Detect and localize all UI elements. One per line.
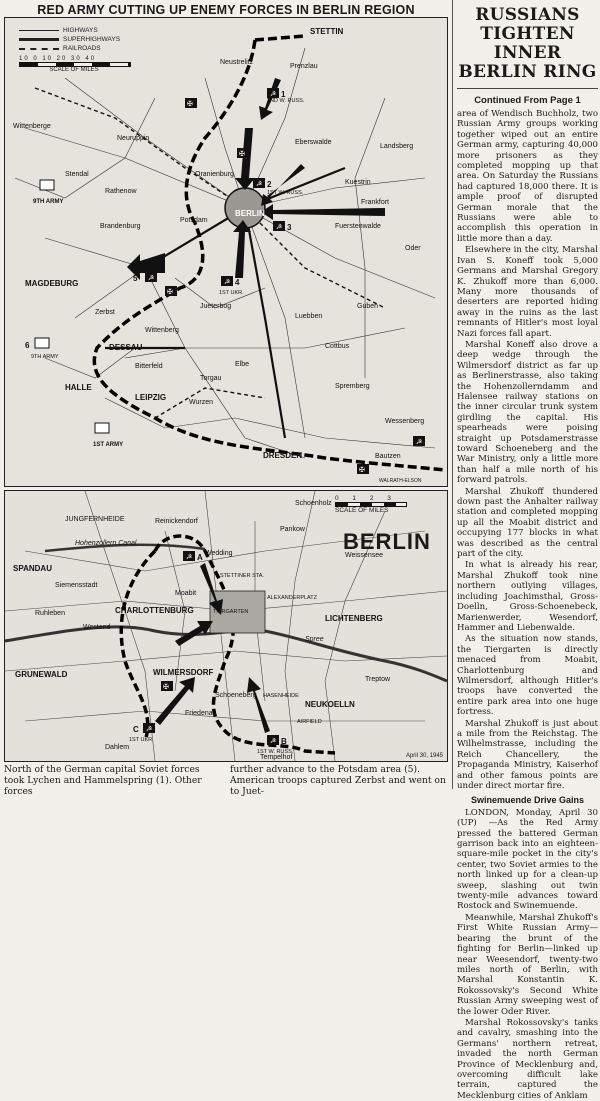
svg-text:☭: ☭ [186, 554, 193, 561]
city-attack-arrows [155, 563, 270, 733]
place-bautzen: Bautzen [375, 453, 401, 460]
first-army-label: 1ST ARMY [93, 442, 124, 448]
place-wurzen: Wurzen [189, 399, 213, 406]
city-map-title: BERLIN [343, 529, 431, 554]
caption-col-1: North of the German capital Soviet forces took Lychen and Hammelspring (1). Other forces [4, 764, 202, 797]
place-wilmersdorf: WILMERSDORF [153, 668, 214, 677]
paragraph: Marshal Rokossovsky's tanks and cavalry, smashing into the Germans' northern retreat, invaded the north German Province of Mecklenburg and, overcoming difficult lake terrain, captured the Mecklenburg cities of Anklam [457, 1017, 598, 1101]
place-wessenberg: Wessenberg [385, 418, 425, 425]
ninth-army-label: 9TH ARMY [33, 199, 64, 205]
place-spandau: SPANDAU [13, 564, 52, 573]
place-rathenow: Rathenow [105, 188, 137, 195]
article-body [457, 109, 598, 1101]
place-wittenberg: Wittenberg [145, 327, 179, 334]
place-alexanderplatz: ALEXANDERPLATZ [267, 595, 318, 601]
unit-2-number: 2 [267, 180, 272, 189]
legend-highways: HIGHWAYS [63, 27, 98, 34]
svg-text:☭: ☭ [270, 738, 277, 745]
place-oranienburg: Oranienburg [195, 171, 234, 178]
unit-2-name: 1ST W. RUSS. [267, 190, 304, 196]
unit-1-number: 1 [281, 90, 286, 99]
place-westend: Westend [83, 624, 111, 631]
legend-superhighways: SUPERHIGHWAYS [63, 36, 121, 43]
svg-text:☭: ☭ [276, 224, 283, 231]
place-lichtenberg: LICHTENBERG [325, 614, 383, 623]
place-neuruppin: Neuruppin [117, 135, 150, 142]
place-magdeburg: MAGDEBURG [25, 279, 79, 288]
place-charlottenburg: CHARLOTTENBURG [115, 606, 194, 615]
city-scale [335, 495, 407, 514]
place-schoeneberg: Schoeneberg [215, 692, 257, 699]
place-airfield: AIRFIELD [297, 719, 322, 725]
svg-text:☭: ☭ [416, 439, 423, 446]
continued-note: Continued From Page 1 [474, 95, 581, 106]
article-subhead: Swinemuende Drive Gains [470, 795, 585, 806]
place-prenzlau: Prenzlau [290, 63, 318, 70]
paragraph: Marshal Koneff also drove a deep wedge through the Wilmersdorf district as far up as Berlinerstrasse, also taking the Hohenzollerndamm and Halensee railway stations on the inner circular trunk system girdling the capital. His spearheads were poising straight up Potsdamerstrasse toward Schoeneberg and the War Ministry, only a little more than half a mile north of his forward patrols. [457, 339, 598, 486]
place-stettin: STETTIN [310, 27, 344, 36]
svg-text:✠: ✠ [187, 101, 193, 108]
paragraph: Marshal Zhukoff thundered down past the Anhalter railway station and completed mopping up all the Moabit district and occupying 177 blocks in what was described as the central part of the city. [457, 486, 598, 560]
place-dresden: DRESDEN [263, 451, 303, 460]
city-unit-b-name: 1ST W. RUSS. [257, 749, 294, 755]
svg-text:☭: ☭ [148, 275, 155, 282]
place-oder: Oder [405, 245, 421, 252]
place-zerbst: Zerbst [95, 309, 115, 316]
unit-6-number: 6 [25, 341, 30, 350]
place-stettiner-sta: STETTINER STA. [220, 573, 264, 579]
city-scale-ticks: 0 1 2 3 [335, 495, 397, 502]
place-spree: Spree [305, 636, 324, 643]
place-luebben: Luebben [295, 313, 323, 320]
region-map [4, 17, 448, 487]
place-bitterfeld: Bitterfeld [135, 363, 163, 370]
place-halle: HALLE [65, 383, 92, 392]
place-juterbog: Jueterbog [200, 303, 232, 310]
place-landsberg: Landsberg [380, 143, 414, 150]
unit-4-name: 1ST UKR. [219, 290, 244, 296]
place-hohenzollern-canal: Hohenzollern Canal [75, 540, 137, 547]
caption-col-2: further advance to the Potsdam area (5). American troops captured Zerbst and went on to Juet- [230, 764, 446, 797]
svg-text:✠: ✠ [359, 467, 365, 474]
place-leipzig: LEIPZIG [135, 393, 167, 402]
article-column [452, 0, 598, 1101]
place-guben: Guben [357, 303, 379, 310]
front-line [94, 40, 445, 470]
svg-text:☭: ☭ [256, 181, 263, 188]
road-network [15, 48, 435, 458]
berlin-area [225, 188, 265, 228]
map-caption [4, 764, 448, 797]
unit-markers [35, 88, 425, 474]
legend-railroads: RAILROADS [63, 45, 101, 52]
place-friedenau: Friedenau [185, 710, 217, 717]
railroads [35, 88, 385, 418]
paragraph: Marshal Zhukoff is just about a mile from the Reichstag. The Wilhelmstrasse, including the Reich Chancellery, the Propaganda Ministry, Kaiserhof and other famous points are under direct mortar fire. [457, 718, 598, 791]
city-unit-a: A [197, 553, 203, 562]
place-elbe: Elbe [235, 361, 250, 368]
place-schoenholz: Schoenholz [295, 500, 332, 507]
paragraph: Meanwhile, Marshal Zhukoff's First White Russian Army—bearing the brunt of the fighting for Berlin—linked up near Weesendorf, twenty-two miles north of Berlin, with Marshal Konstantin K. Rokossovsky's Second White Russian Army sweeping west of the lower Oder River. [457, 912, 598, 1017]
map-credit: WALRATH-ELSON [379, 478, 422, 484]
city-scale-label: SCALE OF MILES [335, 507, 389, 514]
place-pankow: Pankow [280, 526, 305, 533]
place-jungfernheide: JUNGFERNHEIDE [65, 516, 125, 523]
place-potsdam: Potsdam [180, 217, 208, 224]
map1-scale-label: SCALE OF MILES [49, 67, 99, 73]
place-tiergarten: TIERGARTEN [213, 609, 249, 615]
place-frankfort: Frankfort [361, 199, 390, 206]
city-unit-c: C [133, 725, 139, 734]
paragraph: area of Wendisch Buchholz, two Russian Army groups working together wiped out an entire German army, capturing 40,000 more prisoners as they completed mopping up that area. On Saturday the Russians had captured 18,000 there. It is ample proof of disrupted German morale that the Russians were able to accomplish this operation in little more than a day. [457, 109, 598, 244]
article-headline: RUSSIANS TIGHTEN INNER BERLIN RING [458, 5, 597, 82]
spree-river [5, 627, 447, 681]
place-torgau: Torgau [200, 375, 222, 382]
place-ruhleben: Ruhleben [35, 610, 65, 617]
place-grunewald: GRUNEWALD [15, 670, 68, 679]
paragraph: In what is already his rear, Marshal Zhukoff took nine northern outlying villages, including Joachimsthal, Gross-Doelln, Gross-Schoenebeck, Marienwerder, Wesendorf, Hammer and Liebenwalde. [457, 560, 598, 633]
place-stendal: Stendal [65, 171, 89, 178]
unit-1-name: 2ND W. RUSS. [267, 98, 305, 104]
place-treptow: Treptow [365, 676, 391, 683]
place-wittenberge: Wittenberge [13, 123, 51, 130]
place-brandenburg: Brandenburg [100, 223, 141, 230]
paragraph: LONDON, Monday, April 30 (UP) —As the Red Army pressed the battered German garrison back into an eighteen-square-mile pocket in the city's center, two Soviet armies to the north linked up for a clean-up sweep, slashing out twin twenty-mile advances toward Rostock and Swinemuende. [457, 807, 598, 912]
place-wedding: Wedding [205, 550, 233, 557]
unit-5-number: 5 [133, 274, 138, 283]
place-reinickendorf: Reinickendorf [155, 518, 198, 525]
place-tempelhof: Tempelhof [260, 754, 293, 761]
unit-3-number: 3 [287, 223, 292, 232]
region-map-svg [5, 18, 447, 486]
paragraph: Elsewhere in the city, Marshal Ivan S. Koneff took 5,000 Germans and Marshal Gregory K. Zhukoff more than 6,000. Many more thousands of deserters are reported hiding away in the ruins as the last remnants of Hitler's most loyal Nazi forces fall apart. [457, 245, 598, 339]
place-weissensee: Weissensee [345, 552, 384, 559]
svg-text:☭: ☭ [224, 279, 231, 286]
unit-4-number: 4 [235, 278, 240, 287]
svg-text:☭: ☭ [146, 726, 153, 733]
place-hasenheide: HASENHEIDE [263, 693, 299, 699]
paragraph: As the situation now stands, the Tiergarten is directly menaced from Moabit, Charlottenburg and Wilmersdorf, although Hitler's troops have converted the entire park area into one huge fortress. [457, 634, 598, 718]
headline-rule [457, 88, 598, 89]
place-eberswalde: Eberswalde [295, 139, 332, 146]
place-fuerstenwalde: Fuerstenwalde [335, 223, 381, 230]
place-spremberg: Spremberg [335, 383, 370, 390]
svg-text:✠: ✠ [167, 289, 173, 296]
unit-6-name: 9TH ARMY [31, 354, 59, 360]
map-date: April 30, 1945 [405, 753, 443, 759]
svg-text:✠: ✠ [163, 684, 169, 691]
place-moabit: Moabit [175, 590, 197, 597]
city-unit-b: B [281, 737, 287, 746]
place-kuestrin: Kuestrin [345, 179, 371, 186]
place-dahlem: Dahlem [105, 744, 130, 751]
svg-text:✠: ✠ [239, 151, 245, 158]
map1-scale-ticks: 10 0 10 20 30 40 [19, 56, 97, 62]
city-map [4, 490, 448, 762]
city-unit-c-name: 1ST UKR. [129, 737, 154, 743]
place-cottbus: Cottbus [325, 343, 350, 350]
map-column [4, 0, 448, 797]
place-neustrelitz: Neustrelitz [220, 59, 254, 66]
place-berlin: BERLIN [235, 209, 265, 218]
svg-text:☭: ☭ [270, 91, 277, 98]
map-title: RED ARMY CUTTING UP ENEMY FORCES IN BERLIN REGION [37, 3, 415, 17]
place-siemensstadt: Siemensstadt [55, 582, 98, 589]
place-dessau: DESSAU [109, 343, 143, 352]
place-neukoelln: NEUKOELLN [305, 700, 355, 709]
